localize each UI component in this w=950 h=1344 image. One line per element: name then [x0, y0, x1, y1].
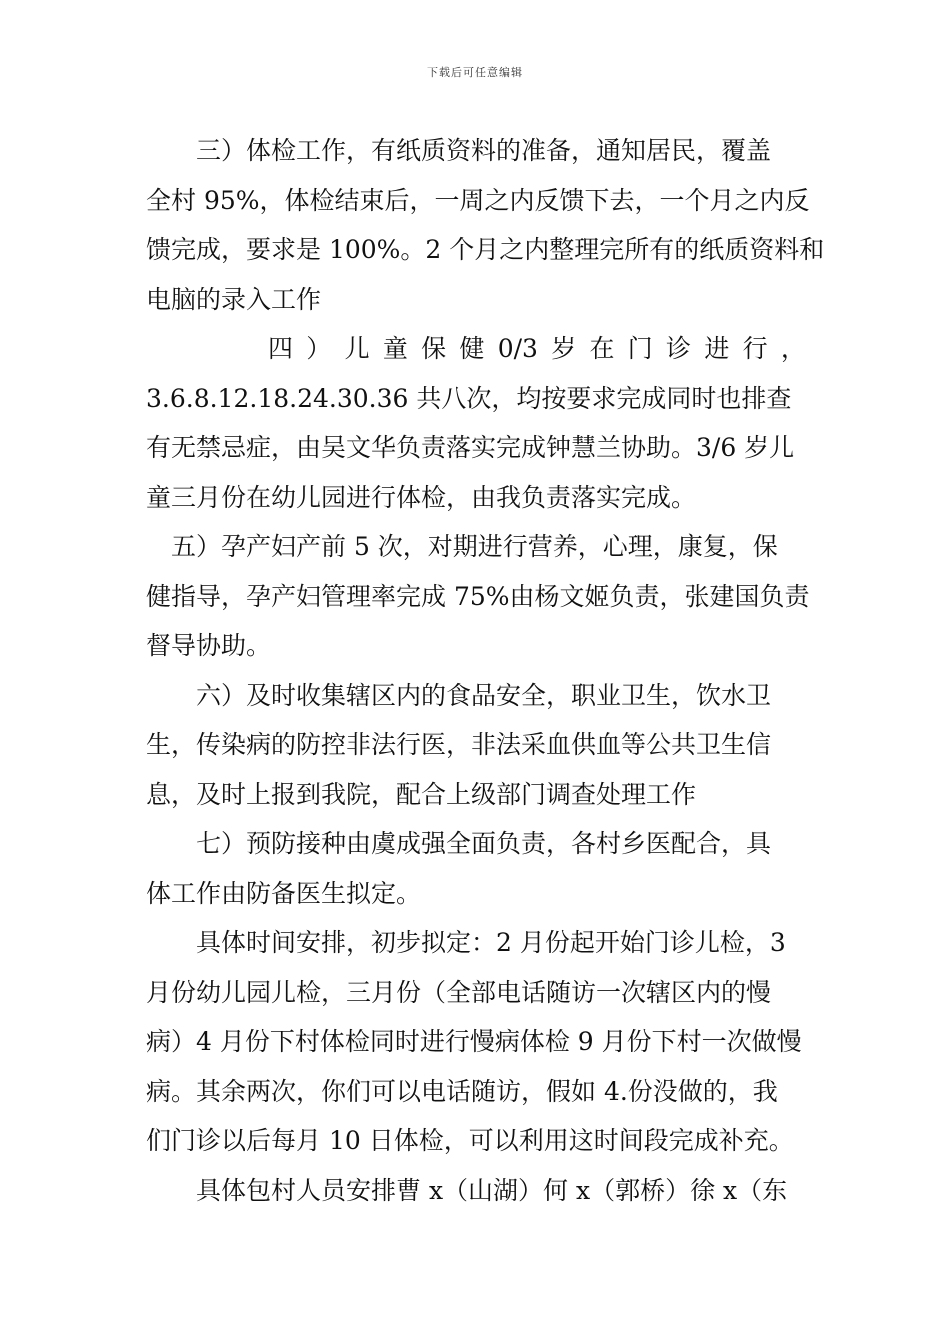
text-line: 具体包村人员安排曹 x（山湖）何 x（郭桥）徐 x（东 [146, 1175, 788, 1205]
text-line: 病。其余两次，你们可以电话随访，假如 4.份没做的，我 [146, 1076, 778, 1106]
char: 诊 [666, 334, 692, 363]
text-line: 3.6.8.12.18.24.30.36 共八次，均按要求完成同时也排查 [146, 383, 792, 413]
text-line: 具体时间安排，初步拟定：2 月份起开始门诊儿检，3 [146, 928, 786, 957]
paragraph-9 [146, 1166, 806, 1216]
char: 进 [704, 334, 730, 363]
text-line: 七）预防接种由虞成强全面负责，各村乡医配合，具 [146, 829, 772, 858]
text-line: 生，传染病的防控非法行医，非法采血供血等公共卫生信 [146, 730, 772, 759]
text-line: 馈完成，要求是 100%。2 个月之内整理完所有的纸质资料和 [146, 235, 825, 264]
text-line: 电脑的录入工作 [146, 284, 322, 314]
text-line: 健指导，孕产妇管理率完成 75%由杨文姬负责，张建国负责 [146, 581, 810, 611]
text-line: 六）及时收集辖区内的食品安全，职业卫生，饮水卫 [146, 680, 772, 710]
char: 四 [268, 334, 294, 363]
text-line: 五）孕产妇产前 5 次，对期进行营养，心理，康复，保 [146, 532, 778, 561]
char: ） [306, 334, 332, 363]
text-line: 有无禁忌症，由吴文华负责落实完成钟慧兰协助。3/6 岁儿 [146, 433, 795, 462]
char: 0/3 [497, 334, 538, 363]
char: ， [780, 334, 806, 363]
text-line: 督导协助。 [146, 631, 272, 660]
char: 儿 [344, 334, 370, 363]
char: 岁 [551, 334, 577, 363]
paragraph-5 [146, 522, 810, 671]
text-line: 全村 95%，体检结束后，一周之内反馈下去，一个月之内反 [146, 185, 810, 215]
text-line: 月份幼儿园儿检，三月份（全部电话随访一次辖区内的慢 [146, 977, 772, 1007]
paragraph-6 [146, 671, 806, 820]
text-line: 体工作由防备医生拟定。 [146, 878, 422, 908]
page-header: 下载后可任意编辑 [427, 66, 523, 79]
char: 在 [589, 334, 615, 363]
char: 健 [459, 334, 485, 363]
char: 门 [627, 334, 653, 363]
document-body [146, 126, 825, 1215]
paragraph-8 [146, 918, 806, 1166]
char: 童 [382, 334, 408, 363]
text-line: 息，及时上报到我院，配合上级部门调查处理工作 [146, 779, 697, 809]
char: 行 [742, 334, 768, 363]
text-line: 病）4 月份下村体检同时进行慢病体检 9 月份下村一次做慢 [146, 1027, 802, 1056]
text-line: 三）体检工作，有纸质资料的准备，通知居民，覆盖 [146, 136, 772, 165]
text-line: 童三月份在幼儿园进行体检，由我负责落实完成。 [146, 482, 697, 512]
text-line-justified [146, 324, 806, 374]
paragraph-7 [146, 819, 806, 918]
paragraph-4 [146, 324, 806, 522]
text-line: 们门诊以后每月 10 日体检，可以利用这时间段完成补充。 [146, 1126, 794, 1155]
paragraph-3 [146, 126, 825, 324]
char: 保 [421, 334, 447, 363]
